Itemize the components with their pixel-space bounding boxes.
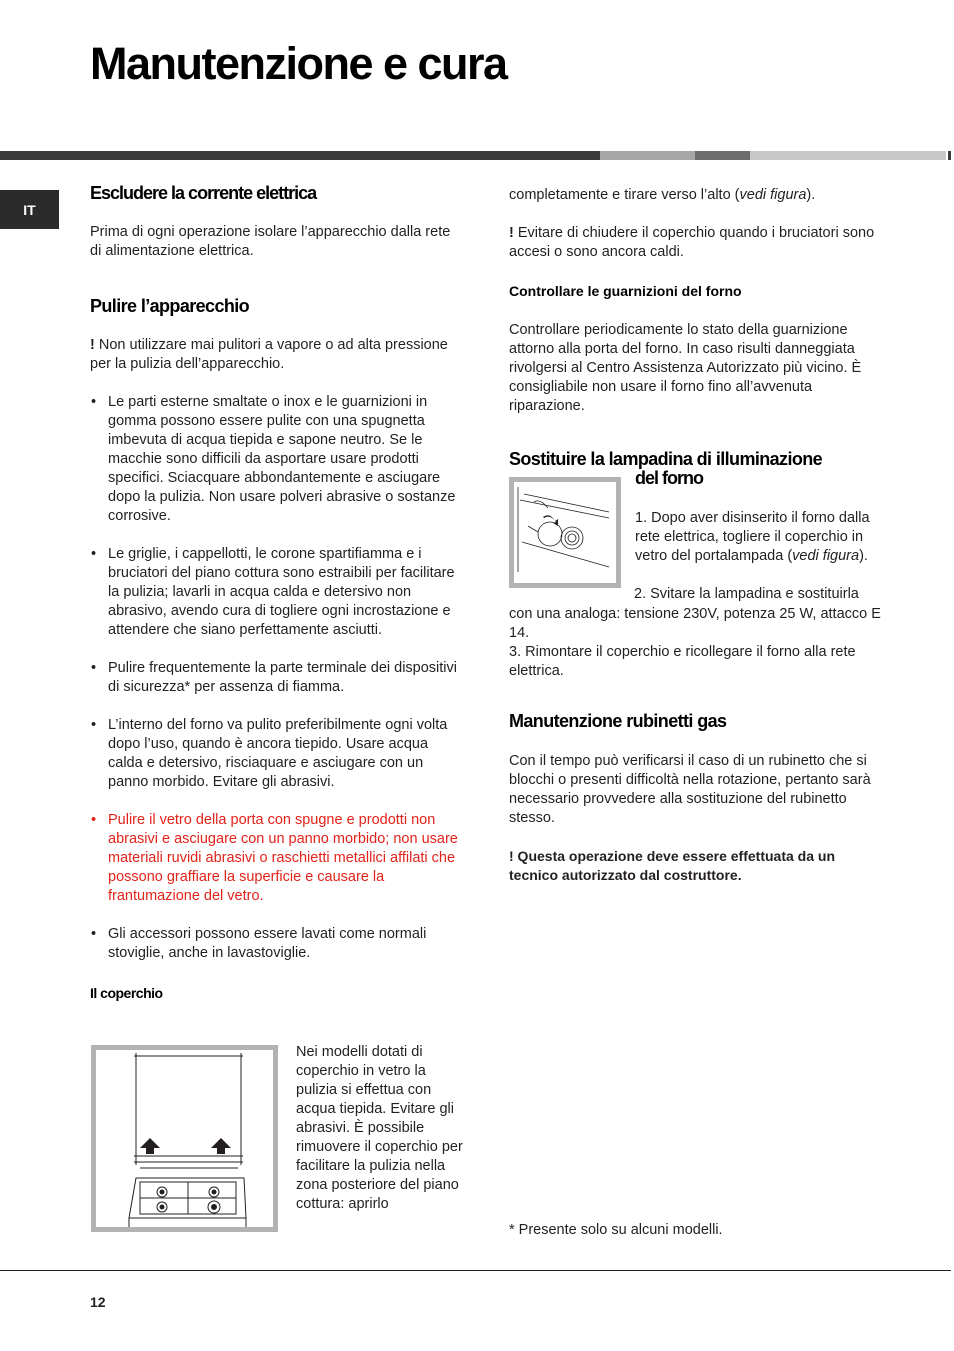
section-heading-cleaning: Pulire l’apparecchio [90,296,250,316]
lamp-step-3: 3. Rimontare il coperchio e ricollegare il forno alla rete elettrica. [509,644,856,679]
lamp-illustration [514,482,616,583]
list-item: • Le parti esterne smaltate o inox e le guarnizioni in gomma possono essere pulite con una spugnetta imbevuta di acqua tiepida e sapone neutro. Se le macchie sono difficili da asportare usare prodotti specifici. Sciacquare abbondantemente e asciugare dopo la pulizia. Non usare polveri abrasive o sostanze corrosive. [91,394,456,524]
lamp-figure [509,477,621,588]
lid-text: Nei modelli dotati di coperchio in vetro la pulizia si effettua con acqua tiepida. Evitare gli abrasivi. È possibile rimuovere il coperchio per facilitare la pulizia nella zona posteriore del piano cottura: aprirlo [296,1044,463,1212]
list-item: • Gli accessori possono essere lavati come normali stoviglie, anche in lavastoviglie. [91,926,427,961]
page-number: 12 [90,1294,106,1310]
list-item-glass-warning: • Pulire il vetro della porta con spugne e prodotti non abrasivi e asciugare con un panno morbido; non usare materiali ruvidi abrasivi o raschietti metallici affilati che possono graffiare la superficie e causare la frantumazione del vetro. [91,812,458,904]
lamp-heading: Sostituire la lampadina di illuminazione del forno [509,449,823,488]
lamp-step-2a: 2. Svitare la lampadina e sostituirla [634,586,859,602]
language-tab: IT [0,190,59,229]
footer-rule [0,1270,951,1271]
section-heading-power: Escludere la corrente elettrica [90,183,317,203]
power-text: Prima di ogni operazione isolare l’apparecchio dalla rete di alimentazione elettrica. [90,224,451,259]
list-item: • Le griglie, i cappellotti, le corone spartifiamma e i bruciatori del piano cottura sono estraibili per facilitare la pulizia; lavarli in acqua calda e detersivo non abrasivo, avendo cura di togliere ogni incrostazione e attendere che siano perfettamente asciutti. [91,546,455,638]
lamp-step-2b: con una analoga: tensione 230V, potenza 25 W, attacco E 14. [509,606,881,641]
list-item: • Pulire frequentemente la parte terminale dei dispositivi di sicurezza* per assenza di fiamma. [91,660,457,695]
gas-text: Con il tempo può verificarsi il caso di un rubinetto che si blocchi o presenti difficoltà nella rotazione, pertanto sarà necessario provvedere alla sostituzione del rubinetto stesso. [509,753,871,826]
lid-warning: ! Evitare di chiudere il coperchio quando i bruciatori sono accesi o sono ancora caldi. [509,225,875,260]
gas-section [509,712,884,885]
lid-text-continued: completamente e tirare verso l’alto (vedi figura). [509,187,816,203]
warning-mark: ! [509,848,514,864]
warning-mark: ! [509,225,514,241]
gas-warning: ! Questa operazione deve essere effettuata da un tecnico autorizzato dal costruttore. [509,848,836,883]
section-heading-gas-taps: Manutenzione rubinetti gas [509,711,727,731]
left-column [90,184,465,1003]
right-column [509,186,881,416]
page-title: Manutenzione e cura [90,38,507,89]
list-item: • L’interno del forno va pulito preferibilmente ogni volta dopo l’uso, quando è ancora tiepido. Usare acqua calda e detersivo, risciaquare e asciugare con un panno morbido. Evitare gli abrasivi. [91,717,448,790]
warning-mark: ! [90,337,95,353]
lid-removal-figure [91,1045,278,1232]
section-heading-lid: Il coperchio [90,985,163,1001]
footnote: * Presente solo su alcuni modelli. [509,1222,723,1238]
lid-illustration [96,1050,273,1227]
cleaning-warning: ! Non utilizzare mai pulitori a vapore o ad alta pressione per la pulizia dell’apparecchio. [90,337,448,372]
section-heading-gaskets: Controllare le guarnizioni del forno [509,283,742,299]
gaskets-text: Controllare periodicamente lo stato della guarnizione attorno alla porta del forno. In caso risulti danneggiata rivolgersi al Centro Assistenza Autorizzato più vicino. È consigliabile non usare il forno fino all’avvenuta riparazione. [509,322,862,414]
lamp-step-1: 1. Dopo aver disinserito il forno dalla rete elettrica, togliere il coperchio in vetro del portalampada (vedi figura). [635,510,870,564]
